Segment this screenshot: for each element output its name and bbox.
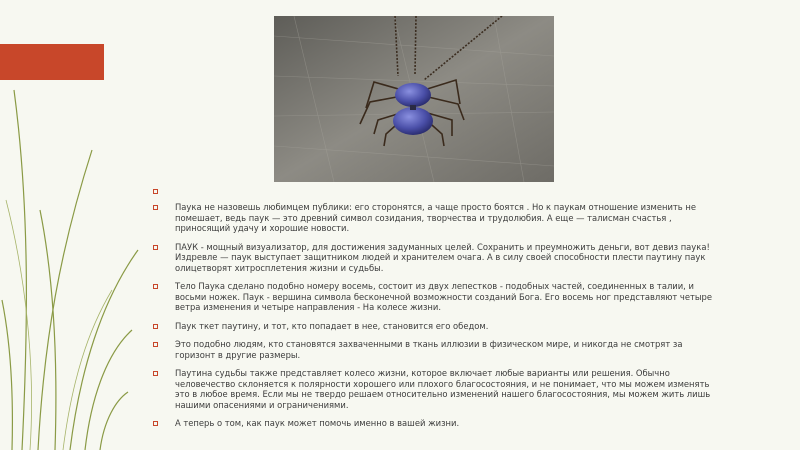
bullet-paragraph xyxy=(153,339,723,360)
paragraph-text: Паук ткет паутину, и тот, кто попадает в нее, становится его обедом. xyxy=(175,320,489,331)
paragraph-text: Паутина судьбы также представляет колесо жизни, которое включает любые варианты или решения. Обычно человечество склоняется к полярности хорошего или плохого благосостояния, и не понимает, что мы можем изменять это в любое время. Если мы не твердо решаем относительно изменений нашего благосостояния, мы можем жить лишь нашими опасениями и ограничениями. xyxy=(175,368,711,410)
bullet-icon xyxy=(153,342,158,347)
bullet-icon xyxy=(153,371,158,376)
paragraph-text: Паука не назовешь любимцем публики: его сторонятся, а чаще просто боятся . Но к паукам отношение изменить не помешает, ведь паук — это древний символ созидания, творчества и трудолюбия. А еще — талисман счастья , приносящий удачу и хорошие новости. xyxy=(175,202,697,234)
bullet-paragraph xyxy=(153,242,723,274)
bullet-icon xyxy=(153,205,158,210)
bullet-icon xyxy=(153,324,158,329)
bullet-paragraph xyxy=(153,202,723,234)
bullet-icon xyxy=(153,189,158,194)
bullet-paragraph-empty xyxy=(153,186,723,196)
bullet-icon xyxy=(153,284,158,289)
bullet-icon xyxy=(153,245,158,250)
paragraph-text: ПАУК - мощный визуализатор, для достижения задуманных целей. Сохранить и преумножить деньги, вот девиз паука! Издревле — паук выступает защитником людей и хранителем очага. А в силу своей способности плести паутину паук олицетворят хитросплетения жизни и судьбы. xyxy=(175,241,710,273)
spider-pendant-photo xyxy=(274,16,554,182)
bullet-paragraph xyxy=(153,321,723,332)
bullet-icon xyxy=(153,421,158,426)
paragraph-text: Это подобно людям, кто становятся захваченными в ткань иллюзии в физическом мире, и никогда не смотрят за горизонт в другие размеры. xyxy=(175,339,683,360)
paragraph-text: Тело Паука сделано подобно номеру восемь, состоит из двух лепестков - подобных частей, соединенных в талии, и восьми ножек. Паук - вершина символа бесконечной возможности созданий Бога. Его восемь ног представляют четыре ветра изменения и четыре направления - На колесе жизни. xyxy=(175,281,712,313)
text-content xyxy=(153,186,723,437)
accent-bar xyxy=(0,44,104,80)
bullet-paragraph xyxy=(153,368,723,410)
bullet-paragraph xyxy=(153,418,723,429)
paragraph-text: А теперь о том, как паук может помочь именно в вашей жизни. xyxy=(175,418,460,429)
bullet-paragraph xyxy=(153,281,723,313)
